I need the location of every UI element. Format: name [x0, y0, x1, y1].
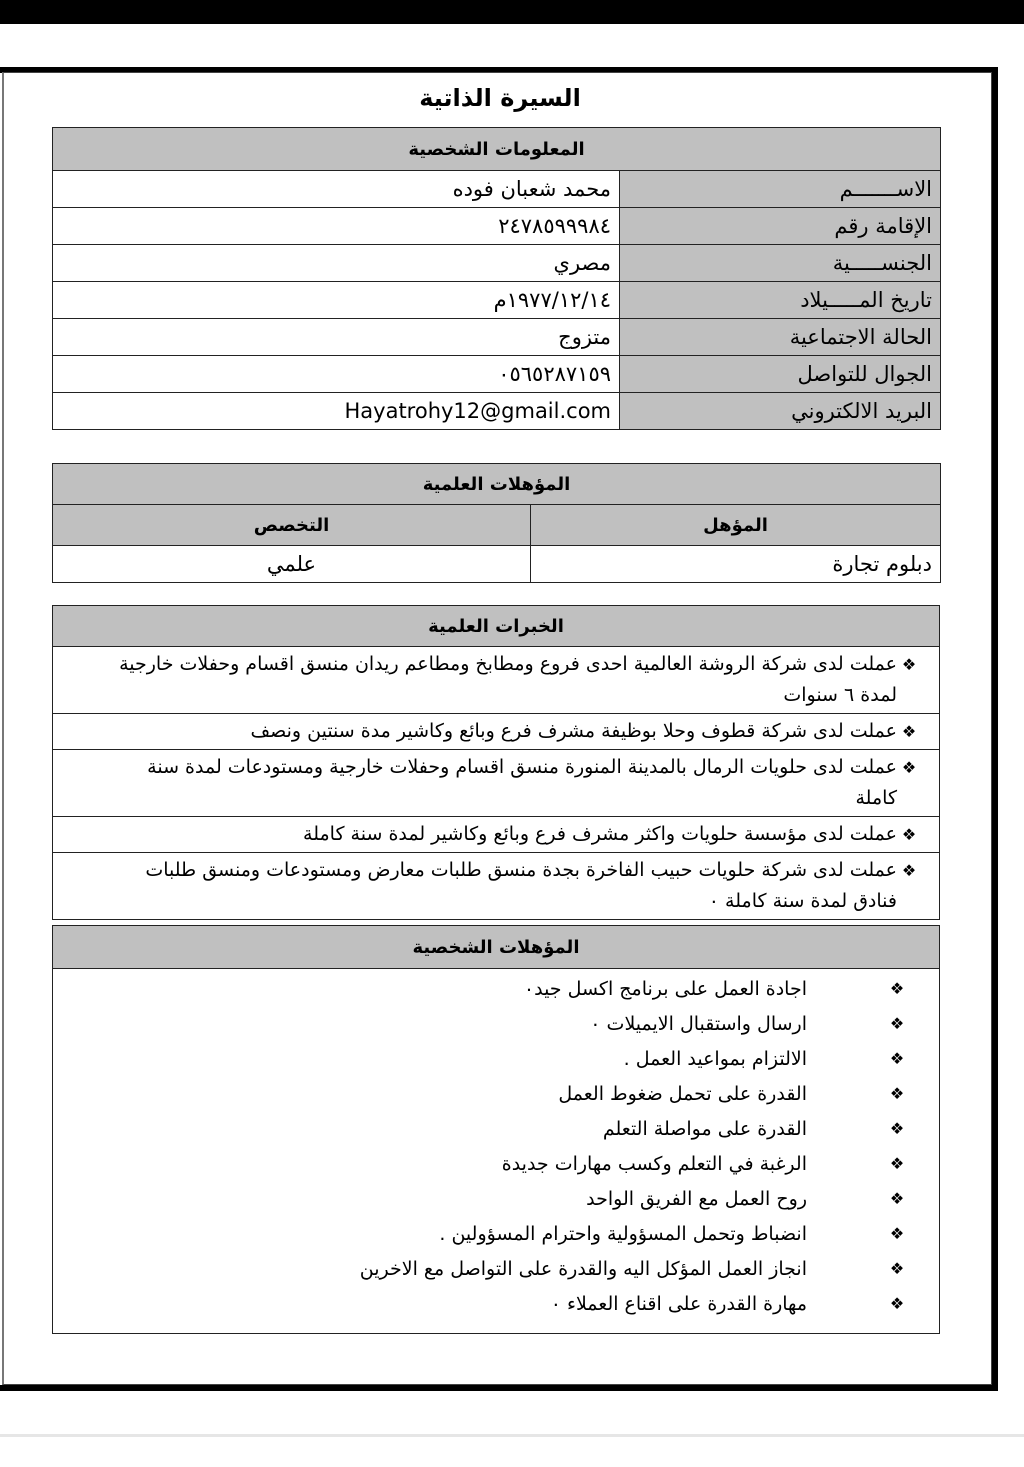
table-row: [53, 750, 940, 817]
skills-heading: المؤهلات الشخصية: [53, 926, 940, 969]
skill-text: الرغبة في التعلم وكسب مهارات جديدة: [501, 1152, 807, 1175]
skill-text: مهارة القدرة على اقناع العملاء ٠: [550, 1292, 807, 1315]
diamond-bullet-icon: ❖: [901, 825, 917, 844]
diamond-bullet-icon: ❖: [889, 1154, 905, 1173]
personal-info-heading: المعلومات الشخصية: [53, 128, 941, 171]
list-item: [53, 1111, 939, 1146]
skills-list: [53, 969, 940, 1334]
experience-heading: الخبرات العلمية: [53, 606, 940, 647]
skill-text: اجادة العمل على برنامج اكسل جيد٠: [523, 977, 807, 1000]
value-birth-date: ١٩٧٧/١٢/١٤م: [53, 282, 620, 319]
table-row: [53, 356, 941, 393]
experience-item: عملت لدى شركة قطوف وحلا بوظيفة مشرف فرع وبائع وكاشير مدة سنتين ونصف: [250, 720, 897, 742]
diamond-bullet-icon: ❖: [889, 1259, 905, 1278]
skill-text: روح العمل مع الفريق الواحد: [586, 1187, 807, 1210]
table-row: [53, 171, 941, 208]
label-residency-number: الإقامة رقم: [620, 208, 941, 245]
diamond-bullet-icon: ❖: [889, 1294, 905, 1313]
table-row: [53, 714, 940, 750]
list-item: [53, 971, 939, 1006]
skill-text: ارسال واستقبال الايميلات ٠: [590, 1012, 807, 1035]
table-row: [53, 853, 940, 920]
diamond-bullet-icon: ❖: [889, 1014, 905, 1033]
diamond-bullet-icon: ❖: [889, 1189, 905, 1208]
diamond-bullet-icon: ❖: [901, 722, 917, 741]
table-row: [53, 647, 940, 714]
diamond-bullet-icon: ❖: [901, 758, 917, 777]
label-marital-status: الحالة الاجتماعية: [620, 319, 941, 356]
list-item: [53, 1286, 939, 1321]
value-residency-number: ٢٤٧٨٥٩٩٩٨٤: [53, 208, 620, 245]
skill-text: انضباط وتحمل المسؤولية واحترام المسؤولين .: [439, 1222, 807, 1245]
experience-item: عملت لدى شركة الروشة العالمية احدى فروع ومطابخ ومطاعم ريدان منسق اقسام وحفلات خارجية لمدة ٦ سنوات: [119, 653, 897, 706]
value-qualification: دبلوم تجارة: [531, 546, 941, 583]
experience-table: [52, 605, 940, 920]
column-header-specialization: التخصص: [53, 505, 531, 546]
education-heading: المؤهلات العلمية: [53, 464, 941, 505]
experience-item: عملت لدى مؤسسة حلويات واكثر مشرف فرع وبائع وكاشير لمدة سنة كاملة: [303, 823, 897, 845]
personal-info-table: [52, 127, 941, 430]
table-row: [53, 393, 941, 430]
label-email: البريد الالكتروني: [620, 393, 941, 430]
list-item: [53, 1076, 939, 1111]
value-name: محمد شعبان فوده: [53, 171, 620, 208]
top-black-bar: [0, 0, 1024, 24]
skill-text: القدرة على تحمل ضغوط العمل: [558, 1082, 807, 1105]
column-header-qualification: المؤهل: [531, 505, 941, 546]
label-name: الاســـــــم: [620, 171, 941, 208]
table-row: [53, 319, 941, 356]
skill-text: القدرة على مواصلة التعلم: [602, 1117, 807, 1140]
list-item: [53, 1146, 939, 1181]
label-nationality: الجنســـــية: [620, 245, 941, 282]
list-item: [53, 1181, 939, 1216]
diamond-bullet-icon: ❖: [889, 1049, 905, 1068]
label-mobile: الجوال للتواصل: [620, 356, 941, 393]
value-nationality: مصري: [53, 245, 620, 282]
document-title: السيرة الذاتية: [419, 84, 581, 112]
experience-item: عملت لدى حلويات الرمال بالمدينة المنورة منسق اقسام وحفلات خارجية ومستودعات لمدة سنة كاملة: [147, 756, 897, 809]
table-row: [53, 245, 941, 282]
list-item: [53, 1251, 939, 1286]
bottom-divider: [0, 1434, 1024, 1437]
skill-text: الالتزام بمواعيد العمل .: [623, 1047, 807, 1070]
skill-text: انجاز العمل المؤكل اليه والقدرة على التواصل مع الاخرين: [359, 1257, 807, 1280]
diamond-bullet-icon: ❖: [889, 1224, 905, 1243]
experience-item: عملت لدى شركة حلويات حبيب الفاخرة بجدة منسق طلبات معارض ومستودعات ومنسق طلبات فنادق لمدة سنة كاملة ٠: [145, 859, 897, 912]
education-table: [52, 463, 941, 583]
value-marital-status: متزوج: [53, 319, 620, 356]
list-item: [53, 1041, 939, 1076]
diamond-bullet-icon: ❖: [901, 655, 917, 674]
diamond-bullet-icon: ❖: [889, 1119, 905, 1138]
diamond-bullet-icon: ❖: [901, 861, 917, 880]
list-item: [53, 1216, 939, 1251]
diamond-bullet-icon: ❖: [889, 979, 905, 998]
list-item: [53, 1006, 939, 1041]
table-row: [53, 282, 941, 319]
label-birth-date: تاريخ المـــــيلاد: [620, 282, 941, 319]
value-email[interactable]: Hayatrohy12@gmail.com: [53, 393, 620, 430]
table-row: [53, 208, 941, 245]
diamond-bullet-icon: ❖: [889, 1084, 905, 1103]
table-row: [53, 817, 940, 853]
value-mobile: ٠٥٦٥٢٨٧١٥٩: [53, 356, 620, 393]
skills-table: [52, 925, 940, 1334]
value-specialization: علمي: [53, 546, 531, 583]
table-row: [53, 546, 941, 583]
